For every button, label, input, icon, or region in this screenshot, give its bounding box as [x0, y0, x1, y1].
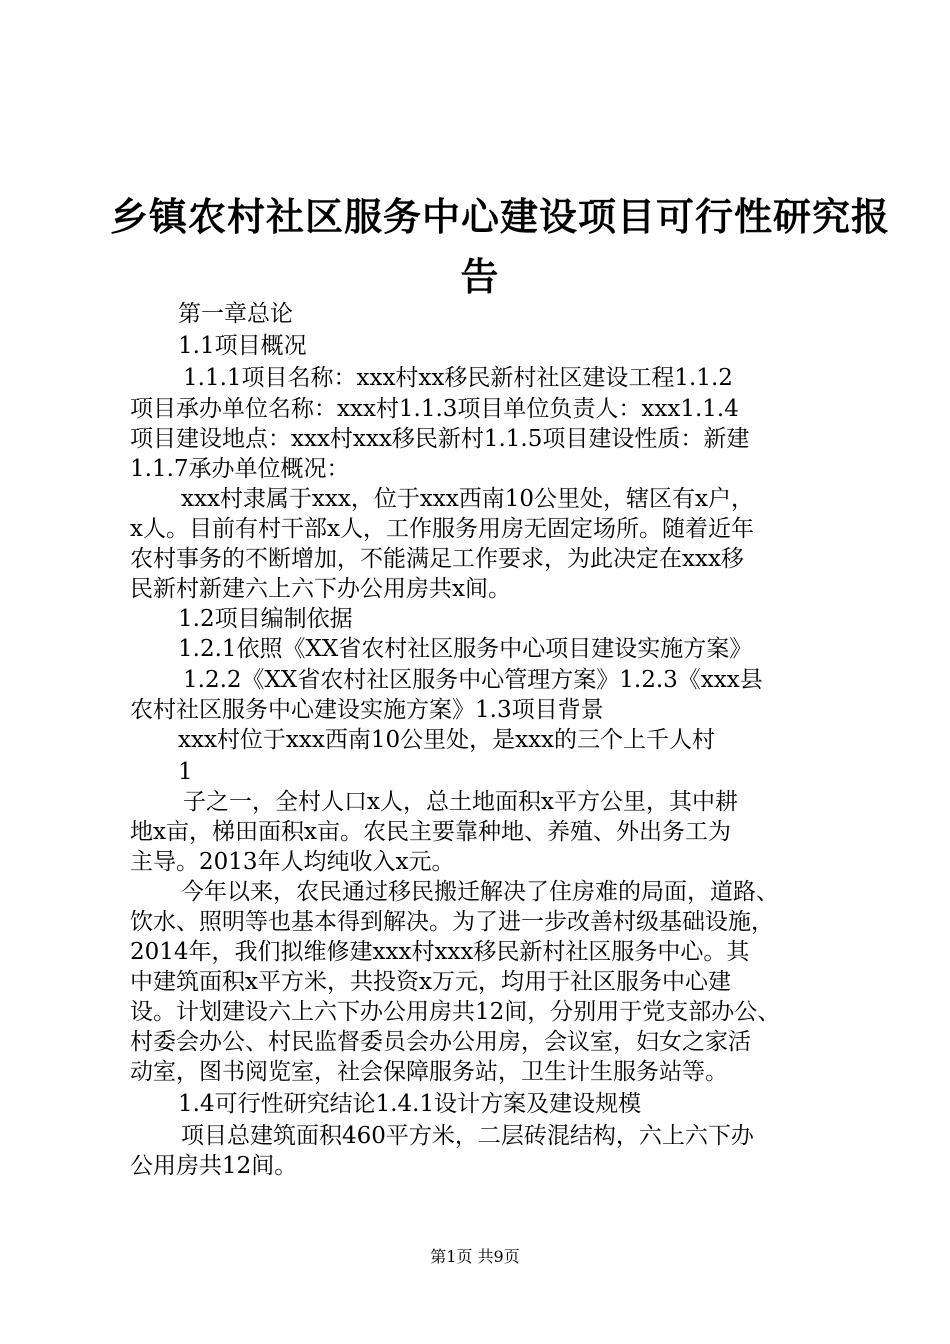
section-heading-1-2: 1.2项目编制依据	[178, 606, 353, 632]
text-line: 民新村新建六上六下办公用房共x间。	[130, 576, 511, 602]
text-line: 村委会办公、村民监督委员会办公用房，会议室，妇女之家活	[130, 1029, 751, 1055]
stray-page-number: 1	[178, 759, 193, 785]
text-line: 主导。2013年人均纯收入x元。	[130, 849, 455, 875]
text-line: 地x亩，梯田面积x亩。农民主要靠种地、养殖、外出务工为	[130, 819, 731, 845]
text-line: 动室，图书阅览室，社会保障服务站，卫生计生服务站等。	[130, 1059, 728, 1085]
text-line: 农村社区服务中心建设实施方案》1.3项目背景	[130, 697, 604, 723]
text-line: xxx村隶属于xxx，位于xxx西南10公里处，辖区有x户，	[181, 486, 754, 512]
text-line: 1.2.2《XX省农村社区服务中心管理方案》1.2.3《xxx县	[183, 667, 763, 693]
text-line: 饮水、照明等也基本得到解决。为了进一步改善村级基础设施，	[130, 909, 774, 935]
document-title-line-2: 告	[460, 255, 500, 299]
document-title-line-1: 乡镇农村社区服务中心建设项目可行性研究报	[110, 195, 891, 239]
text-line: 1.1.7承办单位概况：	[130, 456, 350, 482]
text-line: 1.2.1依照《XX省农村社区服务中心项目建设实施方案》	[178, 636, 753, 662]
text-line: 项目总建筑面积460平方米，二层砖混结构，六上六下办	[181, 1123, 754, 1149]
text-line: 农村事务的不断增加，不能满足工作要求，为此决定在xxx移	[130, 546, 744, 572]
text-line: 2014年，我们拟维修建xxx村xxx移民新村社区服务中心。其	[130, 939, 750, 965]
text-line: 子之一，全村人口x人，总土地面积x平方公里，其中耕	[183, 789, 738, 815]
text-line: 1.1.1项目名称：xxx村xx移民新村社区建设工程1.1.2	[183, 365, 733, 391]
text-line: 项目承办单位名称：xxx村1.1.3项目单位负责人：xxx1.1.4	[130, 396, 739, 422]
text-line: 公用房共12间。	[130, 1153, 298, 1179]
text-line: xxx村位于xxx西南10公里处，是xxx的三个上千人村	[178, 727, 716, 753]
text-line: 项目建设地点：xxx村xxx移民新村1.1.5项目建设性质：新建	[130, 426, 750, 452]
text-line: 今年以来，农民通过移民搬迁解决了住房难的局面，道路、	[181, 879, 779, 905]
text-line: 设。计划建设六上六下办公用房共12间，分别用于党支部办公、	[130, 999, 781, 1025]
text-line: x人。目前有村干部x人，工作服务用房无固定场所。随着近年	[130, 516, 754, 542]
page-footer: 第1页 共9页	[430, 1247, 520, 1266]
chapter-heading: 第一章总论	[178, 301, 293, 327]
text-line: 中建筑面积x平方米，共投资x万元，均用于社区服务中心建	[130, 969, 731, 995]
section-heading-1-1: 1.1项目概况	[178, 333, 307, 359]
section-heading-1-4: 1.4可行性研究结论1.4.1设计方案及建设规模	[178, 1091, 642, 1117]
